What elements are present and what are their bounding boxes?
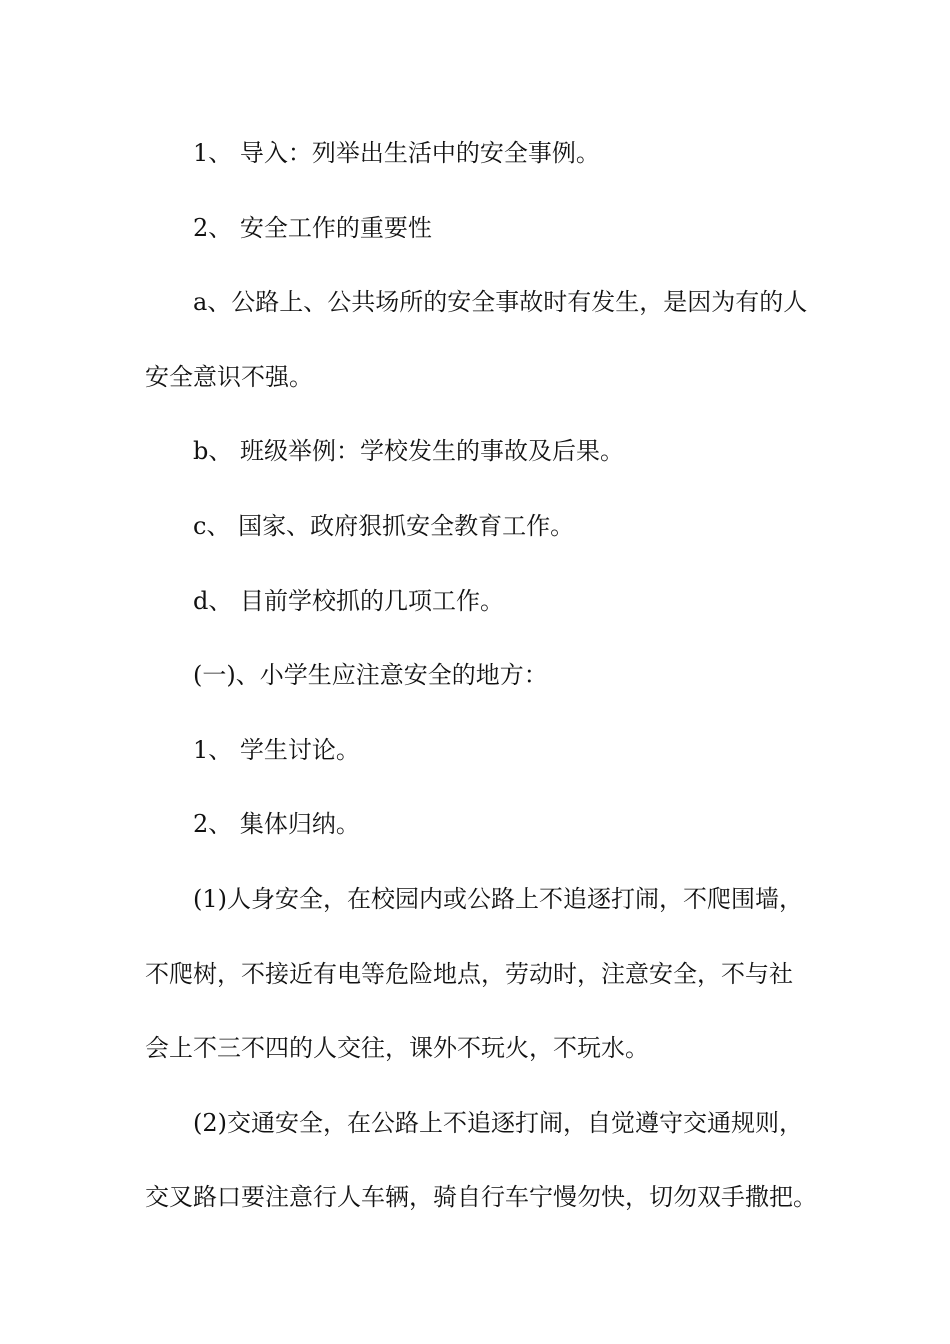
paragraph-line: c、 国家、政府狠抓安全教育工作。 (193, 511, 575, 540)
paragraph-line: (1)人身安全，在校园内或公路上不追逐打闹，不爬围墙， (193, 884, 803, 913)
paragraph-line: (2)交通安全，在公路上不追逐打闹，自觉遵守交通规则， (193, 1108, 803, 1137)
paragraph-line: 1、 导入：列举出生活中的安全事例。 (193, 139, 600, 167)
paragraph-line: 会上不三不四的人交往，课外不玩火，不玩水。 (145, 1034, 649, 1063)
paragraph-line: 安全意识不强。 (145, 362, 313, 391)
paragraph-line: a、公路上、公共场所的安全事故时有发生，是因为有的人 (193, 288, 808, 317)
paragraph-line: 不爬树，不接近有电等危险地点，劳动时，注意安全，不与社 (145, 959, 793, 988)
paragraph-line: 2、 安全工作的重要性 (193, 213, 432, 242)
paragraph-line: 1、 学生讨论。 (193, 735, 360, 764)
paragraph-line: b、 班级举例：学校发生的事故及后果。 (193, 437, 624, 466)
paragraph-line: d、 目前学校抓的几项工作。 (193, 586, 504, 615)
document-body (145, 128, 825, 1247)
paragraph-line: 2、 集体归纳。 (193, 810, 360, 839)
section-heading: (一)、小学生应注意安全的地方： (193, 661, 548, 690)
paragraph-line: 交叉路口要注意行人车辆，骑自行车宁慢勿快，切勿双手撒把。 (145, 1183, 817, 1212)
